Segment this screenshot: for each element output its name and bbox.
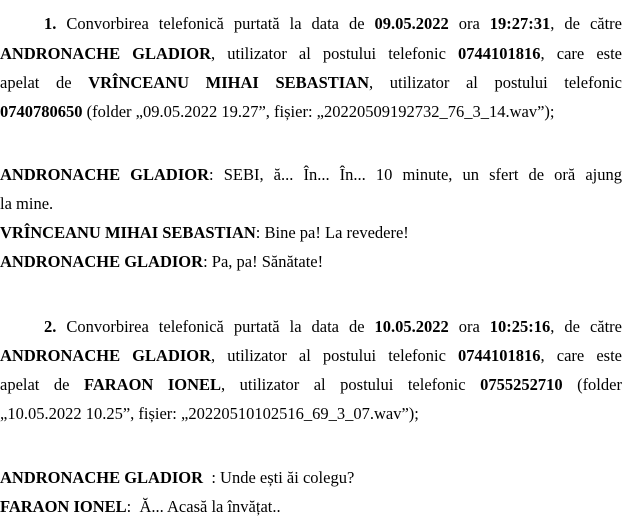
call1-line-1: 1. Convorbirea telefonică purtată la data de 09.05.2022 ora 19:27:31, de către xyxy=(44,14,622,33)
call1-number: 1. xyxy=(44,14,57,33)
call2-line-2: ANDRONACHE GLADIOR, utilizator al postului telefonic 0744101816, care este xyxy=(0,346,622,365)
dialog2-line-2: FARAON IONEL: Ă... Acasă la învățat.. xyxy=(0,497,281,516)
call1-line-2: ANDRONACHE GLADIOR, utilizator al postului telefonic 0744101816, care este xyxy=(0,44,622,63)
speaker-name: ANDRONACHE GLADIOR xyxy=(0,252,204,271)
call1-date: 09.05.2022 xyxy=(374,14,449,33)
call2-number: 2. xyxy=(44,317,57,336)
call1-callee: VRÎNCEANU MIHAI SEBASTIAN xyxy=(88,73,370,92)
call2-line-3: apelat de FARAON IONEL, utilizator al postului telefonic 0755252710 (folder xyxy=(0,375,622,394)
call2-callee-phone: 0755252710 xyxy=(480,375,563,394)
call1-caller: ANDRONACHE GLADIOR xyxy=(0,44,212,63)
call2-line-4: „10.05.2022 10.25”, fișier: „20220510102516_69_3_07.wav”); xyxy=(0,404,419,423)
speaker-name: ANDRONACHE GLADIOR xyxy=(0,468,204,487)
call2-caller-phone: 0744101816 xyxy=(458,346,541,365)
call1-line-4: 0740780650 (folder „09.05.2022 19.27”, fișier: „20220509192732_76_3_14.wav”); xyxy=(0,102,555,121)
dialog1-line-2: la mine. xyxy=(0,194,54,213)
dialog1-line-4: ANDRONACHE GLADIOR: Pa, pa! Sănătate! xyxy=(0,252,324,271)
speaker-name: ANDRONACHE GLADIOR xyxy=(0,165,210,184)
call2-line-1: 2. Convorbirea telefonică purtată la data de 10.05.2022 ora 10:25:16, de către xyxy=(44,317,622,336)
call1-time: 19:27:31 xyxy=(489,14,551,33)
call2-caller: ANDRONACHE GLADIOR xyxy=(0,346,212,365)
speaker-name: VRÎNCEANU MIHAI SEBASTIAN xyxy=(0,223,256,242)
speaker-name: FARAON IONEL xyxy=(0,497,127,516)
call2-time: 10:25:16 xyxy=(489,317,551,336)
call2-callee: FARAON IONEL xyxy=(83,375,222,394)
dialog1-line-3: VRÎNCEANU MIHAI SEBASTIAN: Bine pa! La revedere! xyxy=(0,223,409,242)
call1-caller-phone: 0744101816 xyxy=(458,44,541,63)
call2-date: 10.05.2022 xyxy=(374,317,449,336)
dialog2-line-1: ANDRONACHE GLADIOR : Unde ești ăi colegu? xyxy=(0,468,355,487)
dialog1-line-1: ANDRONACHE GLADIOR: SEBI, ă... În... În... 10 minute, un sfert de oră ajung xyxy=(0,165,622,184)
call1-line-3: apelat de VRÎNCEANU MIHAI SEBASTIAN, utilizator al postului telefonic xyxy=(0,73,622,92)
call1-callee-phone: 0740780650 xyxy=(0,102,83,121)
